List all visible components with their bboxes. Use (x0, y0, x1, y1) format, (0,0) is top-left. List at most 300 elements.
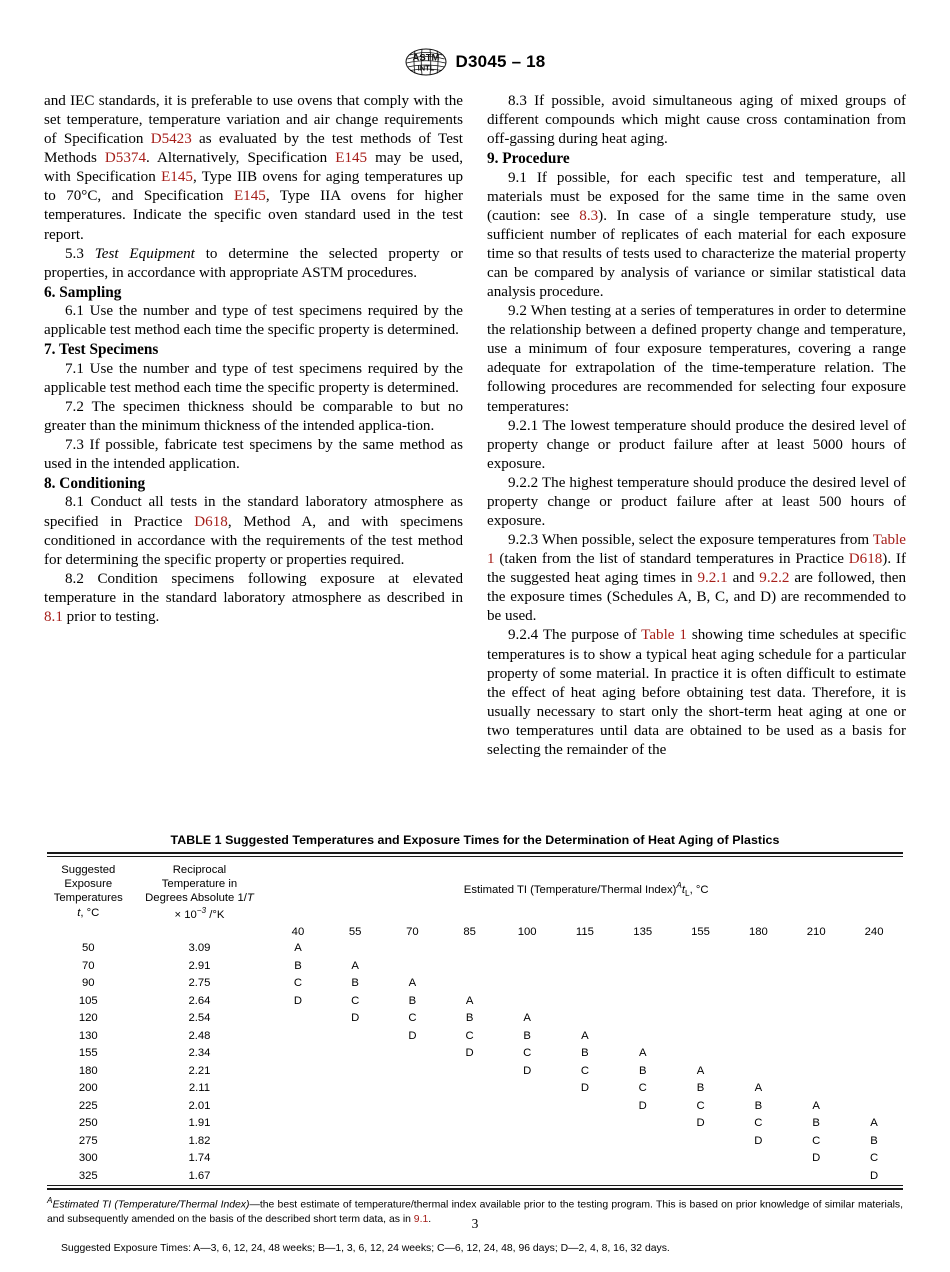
cell-exposure-temperature: 225 (78, 1099, 98, 1112)
cell-schedule (384, 940, 441, 958)
ti-column-label: 135 (633, 926, 653, 939)
symbol-T: T (246, 892, 254, 905)
cell-reciprocal-temperature: 1.74 (188, 1152, 211, 1165)
ti-column-label: 115 (575, 926, 594, 939)
cell-schedule: B (581, 1047, 589, 1060)
cell-schedule: A (294, 942, 302, 955)
ti-column-label: 40 (291, 926, 305, 939)
cell-schedule (787, 940, 845, 958)
cell-schedule (556, 1150, 614, 1168)
right-text-column (487, 92, 906, 760)
ti-column-label: 70 (406, 926, 419, 939)
cell-schedule: A (351, 959, 359, 972)
table-row (47, 1098, 903, 1116)
table-row (47, 940, 903, 958)
cell-schedule (384, 1115, 441, 1133)
cell-schedule: A (523, 1012, 531, 1025)
cell-schedule (845, 940, 903, 958)
cell-schedule (556, 975, 614, 993)
cell-schedule (672, 958, 730, 976)
cell-schedule (787, 993, 845, 1011)
unit-celsius: , °C (80, 906, 100, 919)
cell-exposure-temperature: 90 (81, 977, 95, 990)
astm-logo-icon (405, 48, 447, 76)
paragraph-7-1: 7.1 Use the number and type of test specimens required by the applicable test method each time the specific property is determined. (44, 360, 463, 396)
cell-schedule (327, 1098, 384, 1116)
text-run: —the best estimate of temperature/thermal index available prior to the testing program. This is based on prior knowledge of similar materials, and subsequently amended on the basis of the described short term data, as in (47, 1199, 903, 1225)
text-run: as evaluated by the test methods of Test Methods (44, 131, 463, 167)
cell-schedule (384, 1098, 441, 1116)
cell-schedule (845, 1098, 903, 1116)
cell-schedule (498, 940, 556, 958)
cell-schedule (269, 1028, 326, 1046)
text-run: to determine the selected property or properties, in accordance with appropriate ASTM procedures. (44, 245, 463, 281)
cell-schedule (384, 1045, 441, 1063)
table-caption: TABLE 1 Suggested Temperatures and Exposure Times for the Determination of Heat Aging of Plastics (170, 833, 780, 847)
link-e145-1[interactable]: E145 (335, 150, 368, 167)
stub-header-temperatures (47, 857, 130, 923)
cell-schedule (384, 1168, 441, 1186)
cell-schedule (614, 975, 672, 993)
symbol-t: t (681, 883, 686, 896)
cell-schedule: C (408, 1012, 417, 1025)
cell-schedule (441, 1168, 498, 1186)
cell-schedule (787, 975, 845, 993)
cell-schedule (556, 1098, 614, 1116)
cell-schedule: D (638, 1099, 647, 1112)
table-row (47, 1045, 903, 1063)
cell-schedule (672, 975, 730, 993)
cell-schedule (614, 1133, 672, 1151)
text-run: are followed, then the exposure times (Schedules A, B, C, and D) are recommended to be used. (487, 570, 906, 625)
cell-schedule (384, 1080, 441, 1098)
cell-schedule (672, 1168, 730, 1186)
cell-reciprocal-temperature: 2.48 (188, 1029, 211, 1042)
cell-schedule (441, 1133, 498, 1151)
cell-schedule (787, 958, 845, 976)
cell-schedule (556, 1010, 614, 1028)
cell-schedule: B (754, 1099, 763, 1112)
cell-schedule (787, 1168, 845, 1186)
cell-schedule (441, 975, 498, 993)
cell-exposure-temperature: 70 (81, 959, 95, 972)
stub-line (130, 891, 270, 905)
paragraph-6-1: 6.1 Use the number and type of test specimens required by the applicable test method each time the specific property is determined. (44, 303, 463, 339)
cell-schedule (498, 1098, 556, 1116)
cell-reciprocal-temperature: 2.01 (188, 1099, 211, 1112)
link-d5374[interactable]: D5374 (104, 150, 146, 167)
table-row (47, 975, 903, 993)
cell-schedule (845, 993, 903, 1011)
cell-schedule: C (293, 977, 303, 990)
link-9-1[interactable]: 9.1 (413, 1213, 429, 1225)
text-run: showing time schedules at specific temperatures is to show a typical heat aging schedule for a particular property of some material. In practice it is often difficult to estimate the effect of heat aging before obtaining test data. Therefore, it is usually necessary to start only the short-term heat aging at one or two temperatures until data are obtained to be used as a basis for selecting the remainder of the (487, 627, 907, 758)
cell-exposure-temperature: 120 (78, 1012, 98, 1025)
cell-schedule (327, 1045, 384, 1063)
svg-text:ASTM: ASTM (412, 52, 440, 64)
text-run: , Type IIB ovens for aging temperatures up to 70°C, and Specification (44, 169, 463, 205)
table-row (47, 1150, 903, 1168)
cell-schedule: B (638, 1064, 647, 1077)
link-table-1-b[interactable]: Table 1 (641, 627, 687, 644)
cell-schedule: A (870, 1117, 878, 1130)
text-run: . (428, 1213, 432, 1225)
cell-schedule (729, 975, 787, 993)
cell-schedule: B (465, 1012, 474, 1025)
cell-schedule (441, 1080, 498, 1098)
cell-schedule (327, 1115, 384, 1133)
link-table-1-a[interactable]: Table 1 (487, 532, 906, 568)
cell-schedule (614, 1010, 672, 1028)
cell-schedule (845, 1080, 903, 1098)
cell-schedule (787, 1010, 845, 1028)
cell-schedule: A (812, 1099, 820, 1112)
cell-schedule: B (870, 1134, 878, 1147)
standard-designation: D3045 – 18 (455, 52, 546, 71)
cell-schedule: A (408, 977, 417, 990)
cell-schedule (498, 1168, 556, 1186)
text-run: 9.2.4 The purpose of (508, 627, 642, 644)
left-text-column (44, 92, 463, 627)
stub-header-reciprocal (130, 857, 270, 923)
cell-schedule (269, 1045, 326, 1063)
ti-column-label: 100 (517, 926, 537, 939)
link-e145-3[interactable]: E145 (233, 188, 266, 205)
table-header (47, 857, 903, 923)
cell-schedule (498, 958, 556, 976)
page-number: 3 (471, 1216, 479, 1231)
cell-schedule (614, 1028, 672, 1046)
cell-exposure-temperature: 275 (78, 1134, 98, 1147)
paragraph-7-2: 7.2 The specimen thickness should be comparable to but no greater than the minimum thickness of the intended applica-tion. (44, 398, 463, 434)
cell-schedule (327, 1150, 384, 1168)
cell-schedule (845, 1028, 903, 1046)
cell-schedule: A (696, 1064, 705, 1077)
link-d618-2[interactable]: D618 (848, 551, 883, 568)
ti-column-label: 180 (748, 926, 768, 939)
link-9-2-1[interactable]: 9.2.1 (697, 570, 728, 587)
text-run: prior to testing. (62, 608, 160, 625)
cell-schedule (441, 1150, 498, 1168)
link-e145-2[interactable]: E145 (161, 169, 193, 186)
cell-schedule (672, 1028, 730, 1046)
cell-schedule (327, 1028, 384, 1046)
ti-column-label: 210 (806, 926, 826, 939)
cell-reciprocal-temperature: 3.09 (188, 942, 211, 955)
table-1 (47, 857, 903, 1186)
cell-schedule: A (638, 1047, 647, 1060)
stub-line (47, 906, 130, 920)
cell-exposure-temperature: 105 (78, 994, 98, 1007)
footnote-marker-a: A (676, 880, 682, 890)
cell-schedule (614, 1168, 672, 1186)
cell-reciprocal-temperature: 2.75 (188, 977, 211, 990)
spanner-header-estimated-ti (269, 857, 903, 923)
cell-schedule (845, 958, 903, 976)
cell-schedule (384, 1133, 441, 1151)
footnote-exposure-times: Suggested Exposure Times: A—3, 6, 12, 24, 48 weeks; B—1, 3, 6, 12, 24 weeks; C—6, 12, 24, 48, 96 days; D—2, 4, 8, 16, 32 days. (61, 1242, 670, 1254)
cell-schedule: B (696, 1082, 705, 1095)
table-row (47, 1028, 903, 1046)
unit-celsius: , °C (689, 883, 709, 896)
table-1-block (47, 833, 903, 1256)
cell-schedule (498, 1115, 556, 1133)
text-run: ). If the suggested heat aging times in (487, 551, 906, 587)
text-run: . Alternatively, Specification (146, 150, 336, 167)
cell-schedule (729, 1168, 787, 1186)
cell-schedule (269, 1168, 326, 1186)
link-d618-1[interactable]: D618 (194, 513, 228, 530)
link-d5423[interactable]: D5423 (150, 131, 192, 148)
table-body (47, 922, 903, 1185)
cell-schedule (672, 1150, 730, 1168)
cell-schedule (845, 1010, 903, 1028)
cell-schedule: C (580, 1064, 590, 1077)
cell-schedule: C (351, 994, 360, 1007)
cell-schedule (269, 1115, 326, 1133)
symbol-t: t (77, 906, 81, 919)
text-run: 9.1 If possible, for each specific test and temperature, all materials must be exposed for the same time in the same oven (caution: see (487, 169, 906, 224)
table-row (47, 1168, 903, 1186)
cell-schedule: D (869, 1169, 879, 1182)
cell-schedule (614, 958, 672, 976)
heading-section-6: 6. Sampling (44, 283, 122, 301)
paragraph-8-2 (44, 570, 463, 627)
cell-schedule (327, 940, 384, 958)
link-8-1[interactable]: 8.1 (44, 608, 63, 625)
cell-reciprocal-temperature: 1.82 (188, 1134, 211, 1147)
cell-schedule: C (465, 1029, 474, 1042)
cell-schedule: D (408, 1029, 417, 1042)
cell-schedule: B (408, 994, 417, 1007)
cell-exposure-temperature: 325 (78, 1169, 98, 1182)
paragraph-5-3 (44, 245, 463, 283)
text-run: 8.2 Condition specimens following exposure at elevated temperature in the standard laboratory atmosphere as described in (44, 570, 463, 606)
paragraph-8-1 (44, 493, 463, 569)
cell-schedule (614, 993, 672, 1011)
link-8-3[interactable]: 8.3 (579, 207, 599, 224)
cell-reciprocal-temperature: 2.34 (188, 1047, 211, 1060)
table-row (47, 1133, 903, 1151)
table-row (47, 993, 903, 1011)
text-run: and IEC standards, it is preferable to use ovens that comply with the set temperature, temperature variation and air change requirements of Specification (44, 93, 463, 148)
ti-column-label: 155 (691, 926, 710, 939)
cell-reciprocal-temperature: 2.11 (188, 1082, 211, 1095)
cell-schedule: C (523, 1047, 532, 1060)
stub-line: Temperature in (161, 877, 238, 890)
text-run: Estimated TI (Temperature/Thermal Index) (463, 883, 677, 896)
cell-schedule (787, 1045, 845, 1063)
text-run: , Type IIA ovens for higher temperatures. Indicate the specific oven standard used in the test report. (44, 188, 463, 243)
heading-section-8: 8. Conditioning (44, 475, 146, 493)
cell-schedule: D (351, 1012, 360, 1025)
ti-column-label: 55 (348, 926, 362, 939)
cell-schedule (327, 1080, 384, 1098)
text-run: (taken from the list of standard temperatures in Practice (494, 551, 849, 568)
cell-schedule: C (812, 1134, 821, 1147)
cell-schedule (498, 975, 556, 993)
cell-schedule (441, 1098, 498, 1116)
cell-schedule: B (523, 1029, 531, 1042)
page-header (0, 48, 950, 82)
heading-section-7: 7. Test Specimens (44, 341, 159, 359)
cell-schedule: B (812, 1117, 820, 1130)
cell-schedule (672, 940, 730, 958)
cell-exposure-temperature: 130 (78, 1029, 98, 1042)
clause-number: 5.3 (65, 245, 95, 262)
cell-exposure-temperature: 50 (81, 942, 95, 955)
cell-reciprocal-temperature: 2.54 (188, 1012, 211, 1025)
cell-schedule (441, 940, 498, 958)
cell-schedule (729, 940, 787, 958)
cell-schedule: D (754, 1134, 763, 1147)
table-bottom-rule (47, 1185, 903, 1190)
paragraph-9-2: 9.2 When testing at a series of temperatures in order to determine the relationship between a defined property change and temperature, use a minimum of four exposure temperatures, covering a range adequate for extrapolation of the time-temperature relation. The following procedures are recommended for selecting four exposure temperatures: (487, 303, 906, 415)
paragraph-9-2-1: 9.2.1 The lowest temperature should produce the desired level of property change or product failure after at least 5000 hours of exposure. (487, 417, 906, 472)
cell-schedule (384, 958, 441, 976)
cell-schedule: D (293, 994, 303, 1007)
text-run: , Method A, and with specimens conditioned in accordance with the requirements of the test method for determining the specific property or properties required. (44, 513, 463, 568)
stub-line: Suggested (61, 863, 116, 876)
cell-schedule: D (523, 1064, 532, 1077)
text-run: × 10 (174, 908, 197, 921)
cell-schedule (327, 1168, 384, 1186)
stub-line (130, 906, 270, 922)
cell-schedule (787, 1028, 845, 1046)
cell-schedule: C (754, 1117, 763, 1130)
ti-column-label: 85 (463, 926, 476, 939)
stub-line: Reciprocal (172, 863, 227, 876)
cell-schedule (269, 1133, 326, 1151)
text-run: and (727, 570, 760, 587)
term-emphasis: Estimated TI (Temperature/Thermal Index) (52, 1199, 250, 1211)
cell-schedule (556, 1168, 614, 1186)
cell-schedule (672, 1045, 730, 1063)
cell-exposure-temperature: 180 (78, 1064, 98, 1077)
cell-schedule: C (696, 1099, 705, 1112)
text-run: 8.1 Conduct all tests in the standard laboratory atmosphere as specified in Practice (44, 494, 463, 530)
cell-reciprocal-temperature: 2.64 (188, 994, 211, 1007)
cell-schedule (729, 1045, 787, 1063)
cell-schedule (672, 1133, 730, 1151)
footnote-marker: A (47, 1195, 53, 1205)
paragraph-9-2-3 (487, 531, 906, 626)
unit-kelvin: /°K (206, 908, 225, 921)
text-run: may be used, with Specification (44, 150, 463, 186)
cell-exposure-temperature: 300 (78, 1152, 98, 1165)
paragraph-5-2-continued (44, 92, 463, 245)
cell-reciprocal-temperature: 1.91 (188, 1117, 211, 1130)
link-9-2-2[interactable]: 9.2.2 (759, 570, 790, 587)
cell-schedule (729, 1028, 787, 1046)
cell-schedule: D (465, 1047, 474, 1060)
column-number-row (47, 922, 903, 940)
cell-schedule (384, 1150, 441, 1168)
cell-schedule (498, 993, 556, 1011)
cell-schedule: C (638, 1082, 647, 1095)
stub-line: Exposure (64, 877, 113, 890)
cell-schedule: A (581, 1029, 589, 1042)
cell-schedule (787, 1063, 845, 1081)
text-run: ). In case of a single temperature study, use sufficient number of replicates of each material for each exposure time so that results of tests used to characterize the material property can be compared by analysis of variance or similar statistical data analysis procedure. (487, 207, 906, 301)
cell-exposure-temperature: 155 (78, 1047, 98, 1060)
subscript-l: L (685, 888, 690, 898)
cell-schedule (441, 958, 498, 976)
cell-schedule (556, 1115, 614, 1133)
table-row (47, 1080, 903, 1098)
cell-schedule: D (812, 1152, 821, 1165)
cell-reciprocal-temperature: 1.67 (188, 1169, 211, 1182)
cell-schedule: B (294, 959, 302, 972)
cell-schedule (729, 1063, 787, 1081)
cell-schedule (498, 1133, 556, 1151)
svg-text:INTL: INTL (417, 63, 434, 73)
cell-schedule (614, 940, 672, 958)
cell-schedule (729, 1150, 787, 1168)
cell-schedule (845, 1063, 903, 1081)
heading-section-9: 9. Procedure (487, 150, 570, 168)
cell-schedule (269, 1150, 326, 1168)
cell-reciprocal-temperature: 2.21 (188, 1064, 211, 1077)
cell-schedule (614, 1150, 672, 1168)
paragraph-9-1 (487, 169, 906, 303)
table-row (47, 1010, 903, 1028)
cell-schedule: A (465, 994, 474, 1007)
text-run: Degrees Absolute 1/ (145, 892, 247, 905)
cell-exposure-temperature: 250 (78, 1117, 98, 1130)
table-header-row (47, 857, 903, 923)
cell-schedule (672, 993, 730, 1011)
exponent: −3 (196, 905, 207, 915)
cell-schedule (556, 993, 614, 1011)
cell-schedule (441, 1115, 498, 1133)
cell-schedule (672, 1010, 730, 1028)
cell-schedule (269, 1010, 326, 1028)
cell-schedule: C (869, 1152, 879, 1165)
cell-schedule (614, 1115, 672, 1133)
cell-schedule (729, 958, 787, 976)
cell-schedule (327, 1133, 384, 1151)
paragraph-7-3: 7.3 If possible, fabricate test specimens by the same method as used in the intended application. (44, 436, 463, 473)
stub-line: Temperatures (53, 892, 123, 905)
ti-column-label: 240 (864, 926, 884, 939)
cell-schedule (556, 940, 614, 958)
cell-schedule: B (351, 977, 359, 990)
table-row (47, 1063, 903, 1081)
paragraph-9-2-2: 9.2.2 The highest temperature should produce the desired level of property change or product failure after at least 500 hours of exposure. (487, 474, 906, 529)
term-emphasis: Test Equipment (94, 245, 195, 262)
cell-schedule (269, 1098, 326, 1116)
paragraph-9-2-4 (487, 626, 906, 760)
cell-schedule (384, 1063, 441, 1081)
cell-schedule: D (696, 1117, 705, 1130)
cell-exposure-temperature: 200 (78, 1082, 98, 1095)
table-row (47, 958, 903, 976)
cell-schedule (498, 1150, 556, 1168)
cell-schedule (327, 1063, 384, 1081)
cell-schedule (729, 1010, 787, 1028)
cell-schedule (787, 1080, 845, 1098)
table-row (47, 1115, 903, 1133)
paragraph-8-3: 8.3 If possible, avoid simultaneous aging of mixed groups of different compounds which might cause cross contamination from off-gassing during heat aging. (487, 93, 906, 148)
cell-schedule (556, 1133, 614, 1151)
cell-schedule (441, 1063, 498, 1081)
cell-schedule (269, 1063, 326, 1081)
cell-schedule (729, 993, 787, 1011)
text-run: 9.2.3 When possible, select the exposure temperatures from (508, 532, 873, 549)
cell-schedule (845, 1045, 903, 1063)
cell-schedule (845, 975, 903, 993)
